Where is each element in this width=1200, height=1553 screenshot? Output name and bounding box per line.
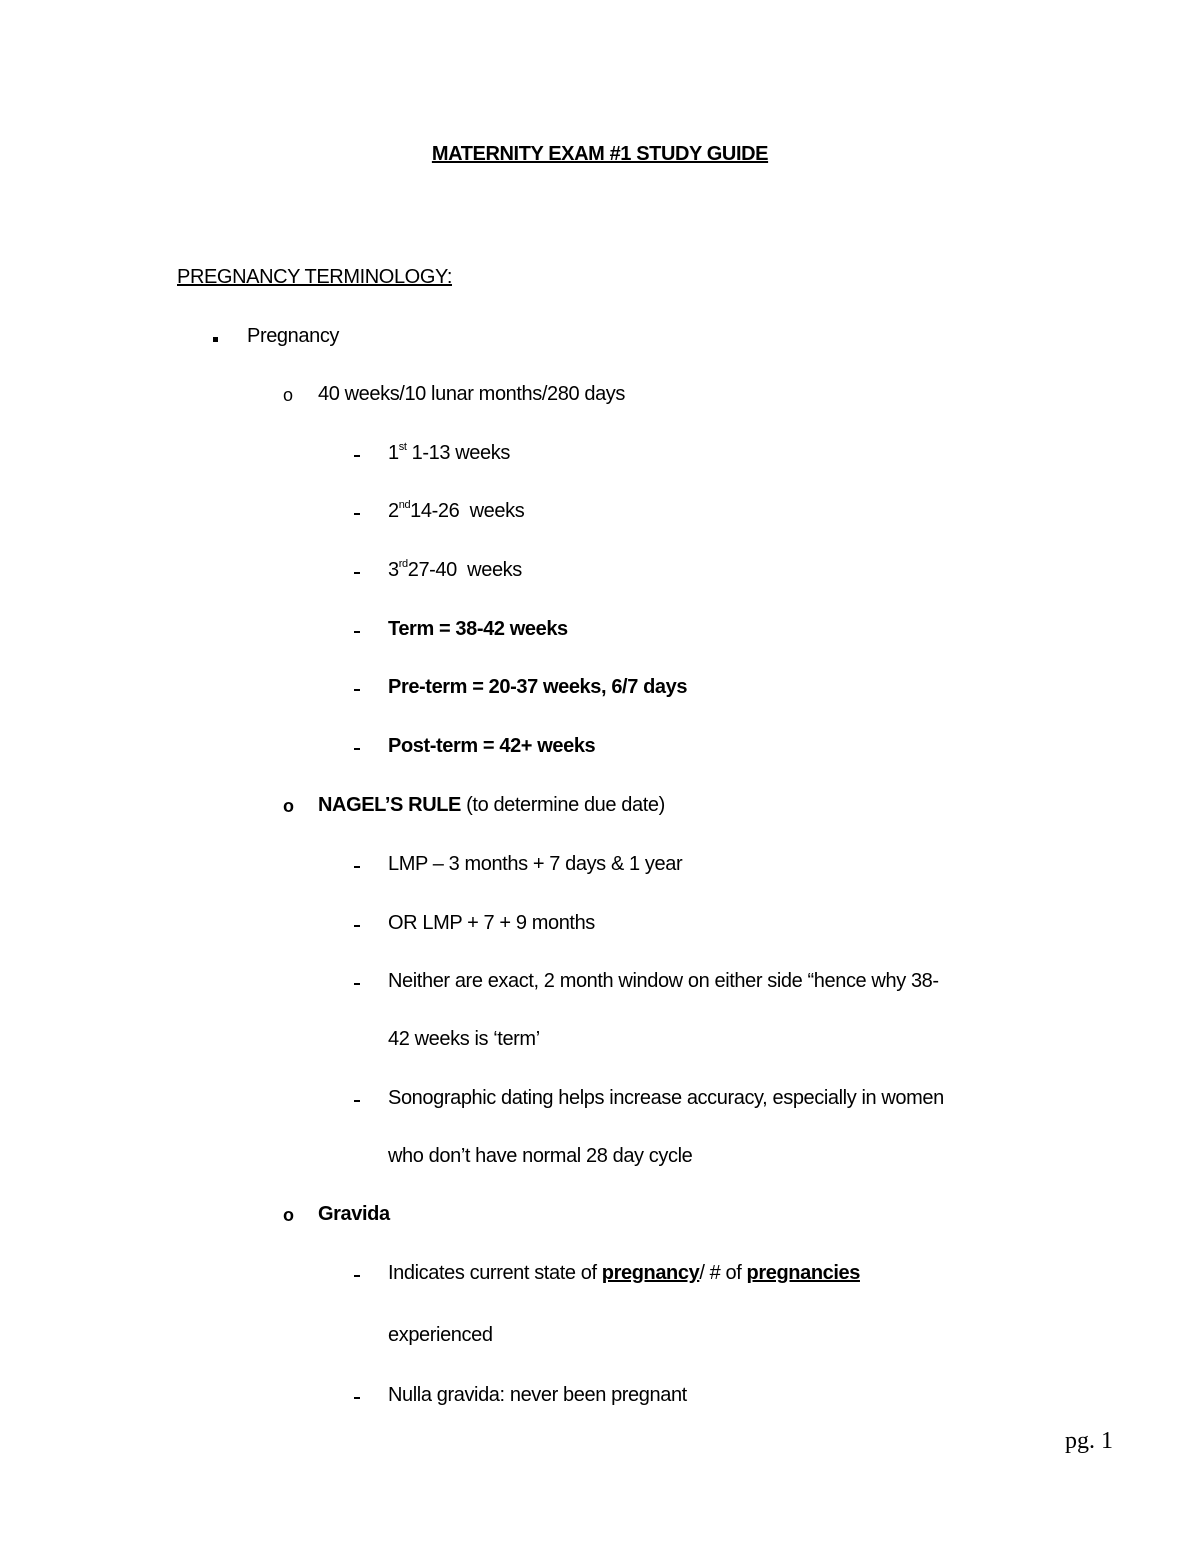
dash-bullet-icon [354, 925, 360, 927]
list-item-gravida-definition-line-2: experienced [388, 1324, 493, 1346]
trimester-2-number: 2 [388, 500, 399, 522]
gravida-term-pregnancy: pregnancy [601, 1262, 700, 1284]
gravida-definition-text: Indicates current state of [388, 1262, 602, 1284]
dash-bullet-icon [354, 631, 360, 633]
circle-bullet-icon: o [283, 796, 294, 816]
dash-bullet-icon [354, 572, 360, 574]
circle-bullet-icon: o [283, 385, 293, 405]
gravida-definition-mid: / # of [699, 1262, 747, 1284]
trimester-1-suffix: st [398, 441, 407, 453]
trimester-2-text: 14-26 weeks [410, 500, 525, 522]
dash-bullet-icon [354, 455, 360, 457]
list-item-nagels-formula-1: LMP – 3 months + 7 days & 1 year [388, 853, 683, 875]
list-item-trimester-1 [388, 442, 510, 465]
dash-bullet-icon [354, 866, 360, 868]
list-item-term: Term = 38-42 weeks [388, 618, 568, 640]
list-item-gravida: Gravida [318, 1203, 390, 1225]
list-item-duration: 40 weeks/10 lunar months/280 days [318, 383, 625, 405]
dash-bullet-icon [354, 689, 360, 691]
list-item-sonographic-line-1: Sonographic dating helps increase accuracy, especially in women [388, 1087, 944, 1109]
nagels-rule-label: NAGEL’S RULE [318, 794, 461, 816]
trimester-3-number: 3 [388, 559, 399, 581]
dash-bullet-icon [354, 983, 360, 985]
dash-bullet-icon [354, 748, 360, 750]
trimester-1-text: 1-13 weeks [411, 442, 510, 464]
list-item-gravida-definition [388, 1262, 860, 1285]
trimester-3-suffix: rd [398, 558, 408, 570]
gravida-term-pregnancies: pregnancies [746, 1262, 860, 1284]
list-item-postterm: Post-term = 42+ weeks [388, 735, 596, 757]
dash-bullet-icon [354, 513, 360, 515]
document-title: MATERNITY EXAM #1 STUDY GUIDE [431, 143, 769, 165]
list-item-trimester-2 [388, 500, 524, 523]
list-item-nagels-rule [318, 794, 665, 817]
dash-bullet-icon [354, 1100, 360, 1102]
list-item-nagels-note-line-1: Neither are exact, 2 month window on either side “hence why 38- [388, 970, 939, 992]
list-item-nagels-note-line-2: 42 weeks is ‘term’ [388, 1028, 540, 1050]
section-heading: PREGNANCY TERMINOLOGY: [177, 266, 452, 288]
nagels-rule-description: (to determine due date) [461, 794, 665, 816]
list-item-pregnancy: Pregnancy [247, 325, 340, 347]
trimester-2-suffix: nd [398, 499, 411, 511]
dash-bullet-icon [354, 1397, 360, 1399]
list-item-nagels-formula-2: OR LMP + 7 + 9 months [388, 912, 595, 934]
square-bullet-icon [213, 337, 218, 342]
page-number: pg. 1 [1065, 1428, 1113, 1454]
dash-bullet-icon [354, 1275, 360, 1277]
circle-bullet-icon: o [283, 1205, 294, 1225]
list-item-nulla-gravida: Nulla gravida: never been pregnant [388, 1384, 687, 1406]
list-item-preterm: Pre-term = 20-37 weeks, 6/7 days [388, 676, 688, 698]
trimester-1-number: 1 [388, 442, 399, 464]
trimester-3-text: 27-40 weeks [407, 559, 522, 581]
list-item-sonographic-line-2: who don’t have normal 28 day cycle [388, 1145, 693, 1167]
list-item-trimester-3 [388, 559, 522, 582]
